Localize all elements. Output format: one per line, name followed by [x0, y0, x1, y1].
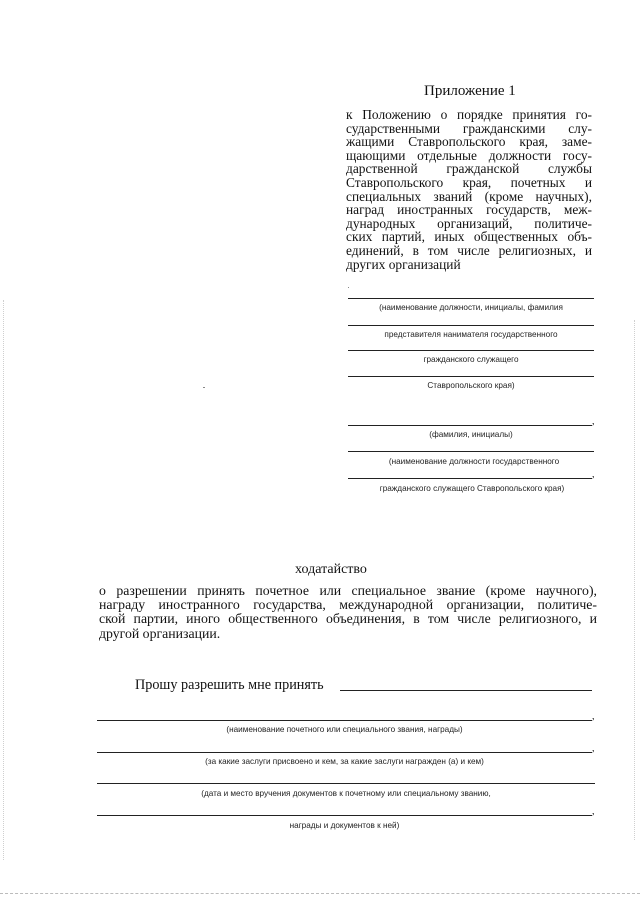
award-name-line-1[interactable] — [340, 690, 592, 691]
appendix-preamble — [346, 108, 592, 271]
preamble-line: сударственными гражданскими слу- — [346, 120, 592, 136]
addressee-line-1[interactable] — [348, 298, 594, 299]
page-bottom-edge — [0, 893, 640, 894]
award-name-line-2[interactable] — [97, 720, 592, 721]
sender-caption-2: (наименование должности государственного — [388, 457, 560, 466]
addressee-caption-3: гражданского служащего — [423, 355, 519, 364]
presentation-line-1[interactable] — [97, 783, 595, 784]
award-name-caption: (наименование почетного или специального звания, награды) — [226, 725, 463, 734]
petition-body-line: о разрешении принять почетное или специальное звание (кроме научного), — [99, 583, 597, 598]
addressee-line-3[interactable] — [348, 350, 594, 351]
merit-comma: , — [592, 743, 595, 754]
merit-line[interactable] — [97, 752, 592, 753]
preamble-line: специальных званий (кроме научных), — [346, 188, 592, 204]
merit-caption: (за какие заслуги присвоено и кем, за какие заслуги награжден (а) и кем) — [205, 757, 484, 766]
sender-caption-1: (фамилия, инициалы) — [429, 430, 513, 439]
presentation-caption-1: (дата и место вручения документов к почетному или специальному званию, — [201, 789, 491, 798]
scan-edge-right — [634, 320, 635, 840]
addressee-line-2[interactable] — [348, 325, 594, 326]
presentation-caption-2: награды и документов к ней) — [289, 821, 400, 830]
petition-body — [99, 584, 597, 641]
award-name-comma: , — [592, 711, 595, 722]
sender-position-comma: , — [592, 469, 595, 480]
preamble-line: жащими Ставропольского края, заме- — [346, 134, 592, 150]
sender-name-line[interactable] — [348, 425, 592, 426]
preamble-line: Ставропольского края, почетных и — [346, 174, 592, 190]
addressee-caption-2: представителя нанимателя государственного — [384, 330, 558, 339]
preamble-line: к Положению о порядке принятия го- — [346, 107, 592, 122]
presentation-line-2[interactable] — [97, 815, 592, 816]
preamble-line: наград иностранных государств, меж- — [346, 202, 592, 218]
addressee-line-4[interactable] — [348, 376, 594, 377]
preamble-line: ских партий, иных общественных объ- — [346, 229, 592, 245]
sender-name-comma: , — [592, 416, 595, 427]
request-text: Прошу разрешить мне принять — [135, 677, 324, 693]
preamble-line: дународных организаций, политиче- — [346, 215, 592, 231]
preamble-line: других организаций — [346, 256, 461, 272]
sender-position-line-2[interactable] — [348, 478, 592, 479]
sender-position-line-1[interactable] — [348, 451, 594, 452]
petition-body-line: награду иностранного государства, международной организации, политиче- — [99, 597, 597, 613]
addressee-caption-1: (наименование должности, инициалы, фамилия — [379, 303, 563, 312]
addressee-caption-4: Ставропольского края) — [427, 381, 515, 390]
scan-speck — [203, 387, 205, 388]
sender-caption-3: гражданского служащего Ставропольского края) — [379, 484, 565, 493]
preamble-line: единений, в том числе религиозных, и — [346, 242, 592, 258]
preamble-line: щающими отдельные должности госу- — [346, 147, 592, 163]
appendix-title: Приложение 1 — [424, 83, 516, 99]
scan-edge-left — [3, 300, 4, 860]
preamble-line: дарственной гражданской службы — [346, 161, 592, 177]
petition-body-line: другой организации. — [99, 625, 221, 641]
petition-title: ходатайство — [295, 562, 367, 577]
scan-speck — [348, 287, 349, 288]
presentation-comma: , — [592, 806, 595, 817]
petition-body-line: ской партии, иного общественного объединения, в том числе религиозного, и — [99, 611, 597, 627]
